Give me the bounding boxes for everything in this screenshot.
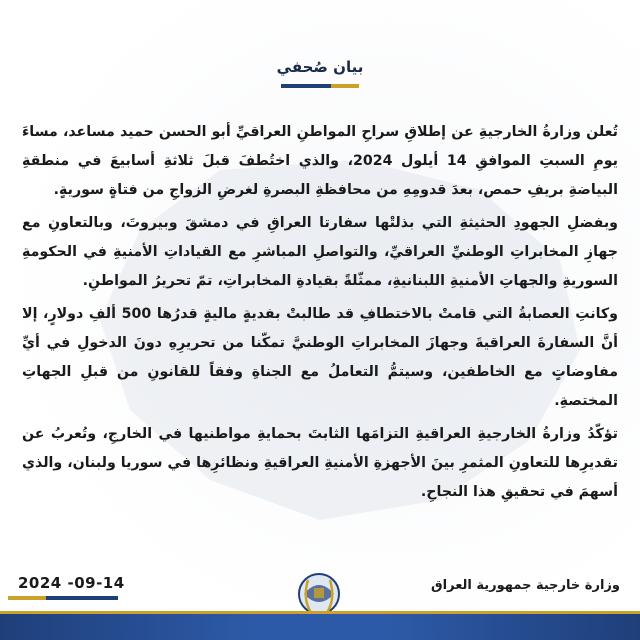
title-underline	[281, 84, 359, 88]
header	[0, 58, 640, 88]
page-title: بيان صُحفي	[276, 58, 364, 76]
footer-band	[0, 614, 640, 640]
statement-date: 2024 -09-14	[18, 574, 125, 592]
date-underline-navy	[46, 596, 118, 600]
statement-body	[22, 118, 618, 511]
organization-name: وزارة خارجية جمهورية العراق	[431, 578, 620, 593]
date-underline-gold	[8, 596, 46, 600]
date-underline	[8, 596, 118, 600]
title-underline-navy	[281, 84, 331, 88]
paragraph-cooperation: وبفضلِ الجهودِ الحثيثةِ التي بذلتْها سفارتا العراقِ في دمشقَ وبيروتَ، وبالتعاونِ مع جهازِ المخابراتِ الوطنيِّ العراقيِّ، والتواصلِ المباشرِ مع القياداتِ الأمنيةِ في الحكومةِ السوريةِ والجهاتِ الأمنيةِ اللبنانيةِ، ممثّلةً بقيادةِ المخابراتِ، تمّ تحريرُ المواطنِ.	[22, 215, 618, 289]
paragraph-ransom: وكانتِ العصابةُ التي قامتْ بالاختطافِ قد طالبتْ بفديةٍ ماليةٍ قدرُها 500 ألفِ دولارٍ، إلا أنَّ السفارةَ العراقيةَ وجهازَ المخابراتِ الوطنيَّ تمكّنا من تحريرِهِ دونَ الدخولِ في أيِّ مفاوضاتٍ مع الخاطفين، وسيتمُّ التعاملُ مع الجناةِ وفقاً للقانونِ من قبلِ الجهاتِ المختصةِ.	[22, 306, 618, 409]
paragraph-release-announcement: تُعلن وزارةُ الخارجيةِ عن إطلاقِ سراحِ المواطنِ العراقيِّ أبو الحسن حميد مساعد، مساءَ يومِ السبتِ الموافقِ 14 أيلول 2024، والذي اختُطفَ قبلَ ثلاثةِ أسابيعَ في منطقةِ البياضةِ بريفِ حمص، بعدَ قدومِهِ من محافظةِ البصرةِ لغرضِ الزواجِ من فتاةٍ سوريةٍ.	[22, 124, 618, 198]
paragraph-commitment: تؤكّدُ وزارةُ الخارجيةِ العراقيةِ التزامَها الثابتَ بحمايةِ مواطنيها في الخارجِ، وتُعربُ عن تقديرِها للتعاونِ المثمرِ بينَ الأجهزةِ الأمنيةِ العراقيةِ ونظائرِها في سوريا ولبنان، والذي أسهمَ في تحقيقِ هذا النجاحِ.	[22, 426, 618, 500]
footer	[0, 564, 640, 640]
title-underline-gold	[331, 84, 359, 88]
